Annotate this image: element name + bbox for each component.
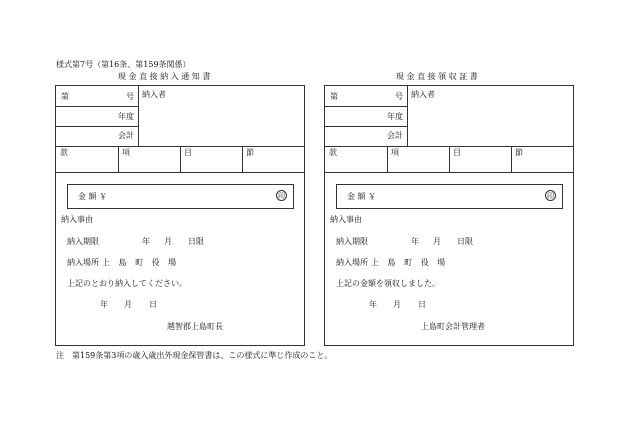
issue-month: 月: [393, 300, 401, 309]
seal-icon: 印: [278, 192, 285, 200]
place-label: 納入場所: [336, 258, 368, 267]
payer-label: 納入者: [411, 90, 435, 99]
account-label: 会計: [118, 131, 134, 140]
receipt-title: 現 金 直 接 領 収 証 書: [396, 72, 478, 81]
issue-month: 月: [124, 300, 132, 309]
place-value: 上 島 町 役 場: [102, 258, 177, 267]
issuer: 上島町会計管理者: [421, 322, 485, 331]
deadline-month: 月: [433, 237, 441, 246]
amount-box: [67, 184, 294, 209]
reason-label: 納入事由: [330, 215, 362, 224]
deadline-label: 納入期限: [336, 237, 368, 246]
issue-year: 年: [100, 300, 108, 309]
deadline-label: 納入期限: [67, 237, 99, 246]
amount-label: 金 額 ￥: [347, 192, 377, 201]
issue-day: 日: [149, 300, 157, 309]
class-setsu: 節: [246, 148, 254, 157]
amount-box: [336, 184, 563, 209]
deadline-month: 月: [164, 237, 172, 246]
class-moku: 目: [453, 148, 461, 157]
statement: 上記のとおり納入してください。: [67, 279, 187, 288]
account-label: 会計: [387, 131, 403, 140]
issue-year: 年: [369, 300, 377, 309]
statement: 上記の金額を領収しました。: [336, 279, 440, 288]
class-kou: 項: [122, 148, 130, 157]
seal-icon: 印: [547, 192, 554, 200]
reason-label: 納入事由: [61, 215, 93, 224]
notice-title: 現 金 直 接 納 入 通 知 書: [118, 72, 211, 81]
form-number: 様式第7号（第16条、第159条関係）: [56, 60, 191, 69]
deadline-year: 年: [411, 237, 419, 246]
number-label-left: 第: [330, 92, 338, 101]
place-label: 納入場所: [67, 258, 99, 267]
class-kan: 款: [329, 148, 337, 157]
class-setsu: 節: [515, 148, 523, 157]
class-kan: 款: [60, 148, 68, 157]
number-label-right: 号: [395, 92, 403, 101]
payment-notice-form: [55, 85, 305, 346]
fiscal-year-label: 年度: [118, 112, 134, 121]
deadline-day: 日限: [188, 237, 204, 246]
receipt-form: [324, 85, 574, 346]
payer-label: 納入者: [142, 90, 166, 99]
footer-note: 注 第159条第3項の歳入歳出外現金保管書は、この様式に準じ作成のこと。: [56, 351, 333, 360]
number-label-left: 第: [61, 92, 69, 101]
place-value: 上 島 町 役 場: [371, 258, 446, 267]
amount-label: 金 額 ￥: [78, 192, 108, 201]
fiscal-year-label: 年度: [387, 112, 403, 121]
number-label-right: 号: [126, 92, 134, 101]
deadline-day: 日限: [457, 237, 473, 246]
issue-day: 日: [418, 300, 426, 309]
class-kou: 項: [391, 148, 399, 157]
deadline-year: 年: [142, 237, 150, 246]
issuer: 越智郡上島町長: [167, 322, 223, 331]
class-moku: 目: [184, 148, 192, 157]
